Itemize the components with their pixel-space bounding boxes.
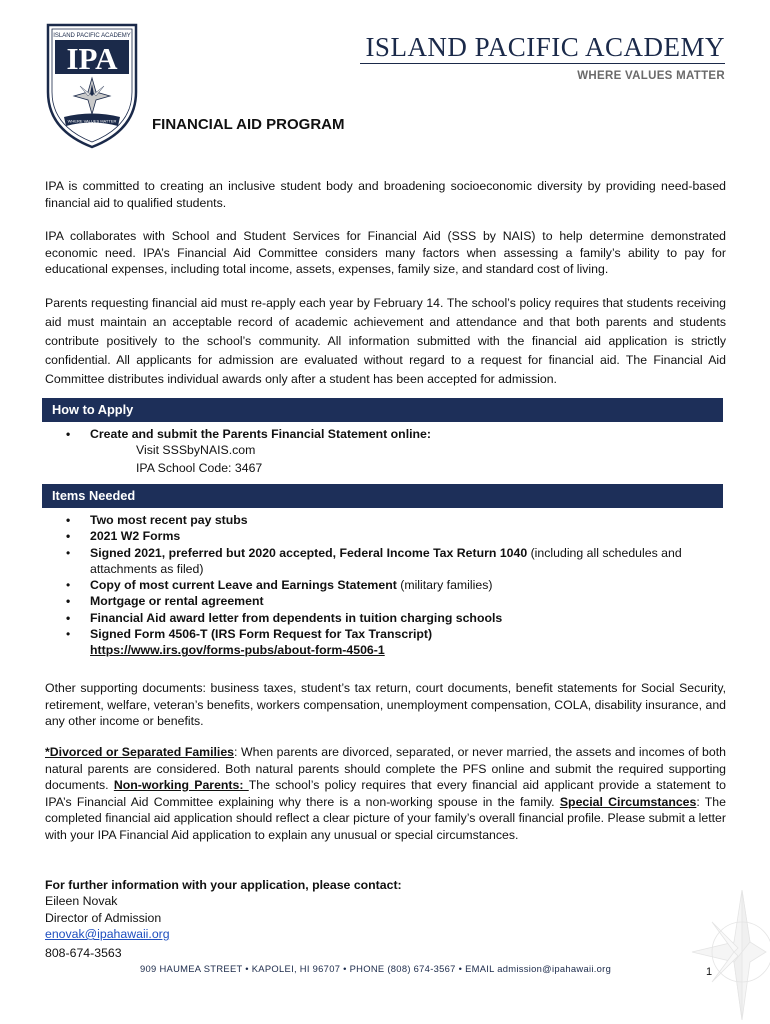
other-documents-paragraph: Other supporting documents: business taxes, student’s tax return, court documents, benefit statements for Social Security, retirement, welfare, veteran’s benefits, workers compensation, unemployment compensation, COLA, disability insurance, and any other income or benefits. <box>45 681 726 728</box>
contact-heading: For further information with your application, please contact: <box>45 878 402 892</box>
list-item: • Two most recent pay stubs <box>62 512 722 528</box>
list-item-rest: (including all schedules and attachments as filed) <box>90 545 682 576</box>
how-to-apply-header: How to Apply <box>42 398 723 422</box>
policy-paragraph: Parents requesting financial aid must re-apply each year by February 14. The school’s policy requires that students receiving aid must maintain an acceptable record of academic achievement and attendance and that both parents and students contribute positively to the school’s community. All information submitted with the financial aid application is strictly confidential. All applicants for admission are evaluated without regard to a request for financial aid. The Financial Aid Committee distributes individual awards only after a student has been accepted for admission. <box>45 296 726 386</box>
list-item <box>62 577 722 593</box>
apply-step: • Create and submit the Parents Financial Statement online: <box>62 426 722 442</box>
contact-email-link[interactable]: enovak@ipahawaii.org <box>45 927 170 941</box>
sss-paragraph: IPA collaborates with School and Student Services for Financial Aid (SSS by NAIS) to help determine demonstrated economic need. IPA’s Financial Aid Committee considers many factors when assessing a family’s ability to pay for educational expenses, including total income, assets, expenses, family size, and standard cost of living. <box>45 229 726 276</box>
intro-paragraph: IPA is committed to creating an inclusive student body and broadening socioeconomic diversity by providing need-based financial aid to qualified students. <box>45 179 726 210</box>
list-item-bold: Copy of most current Leave and Earnings Statement <box>90 578 397 593</box>
school-name: ISLAND PACIFIC ACADEMY <box>365 32 725 62</box>
items-needed-list <box>62 512 722 659</box>
list-item: • 2021 W2 Forms <box>62 528 722 544</box>
irs-form-link[interactable]: https://www.irs.gov/forms-pubs/about-form-4506-1 <box>90 643 385 658</box>
divorced-label: *Divorced or Separated Families <box>45 745 235 759</box>
compass-star-watermark <box>632 880 770 1024</box>
crest-initials: IPA <box>66 41 118 76</box>
contact-phone: 808-674-3563 <box>45 946 122 960</box>
list-item <box>62 545 722 578</box>
special-cases-paragraph <box>45 744 726 843</box>
special-circumstances-text: : The completed financial aid application should reflect a clear picture of your family’s overall financial profile. Please submit a letter with your IPA Financial Aid application to explain any unusual or special circumstances. <box>45 794 726 842</box>
footer-address: 909 HAUMEA STREET • KAPOLEI, HI 96707 • PHONE (808) 674-3567 • EMAIL admission@ipahawaii.org <box>140 963 612 974</box>
page-title: FINANCIAL AID PROGRAM <box>152 116 345 133</box>
visit-site-text: Visit SSSbyNAIS.com <box>136 443 256 457</box>
school-crest-logo <box>44 22 140 150</box>
contact-name: Eileen Novak <box>45 894 118 908</box>
contact-role: Director of Admission <box>45 911 162 925</box>
page-number: 1 <box>706 966 713 978</box>
crest-banner-text: WHERE VALUES MATTER <box>67 118 117 124</box>
list-item: • Financial Aid award letter from dependents in tuition charging schools <box>62 610 722 626</box>
special-circumstances-label: Special Circumstances <box>559 794 697 809</box>
nonworking-label: Non-working Parents: <box>113 778 249 792</box>
how-to-apply-list <box>62 426 722 442</box>
school-code-text: IPA School Code: 3467 <box>136 461 263 475</box>
divorced-text: : When parents are divorced, separated, or never married, the assets and incomes of both natural parents are considered. Both natural parents should complete the PFS online and submit the required supporting documents. <box>45 745 726 792</box>
items-needed-header: Items Needed <box>42 484 723 508</box>
list-item-rest: (military families) <box>396 578 493 593</box>
list-item <box>62 626 722 659</box>
school-tagline: WHERE VALUES MATTER <box>577 70 725 82</box>
header-divider <box>360 63 725 64</box>
list-item-bold: Signed 2021, preferred but 2020 accepted, Federal Income Tax Return 1040 <box>90 545 528 560</box>
list-item-bold: Signed Form 4506-T (IRS Form Request for Tax Transcript) <box>90 627 433 642</box>
crest-top-text: ISLAND PACIFIC ACADEMY <box>53 33 131 39</box>
list-item: • Mortgage or rental agreement <box>62 593 722 609</box>
nonworking-text: The school’s policy requires that every financial aid applicant provide a statement to IPA’s Financial Aid Committee explaining why there is a non-working spouse in the family. <box>45 778 726 809</box>
